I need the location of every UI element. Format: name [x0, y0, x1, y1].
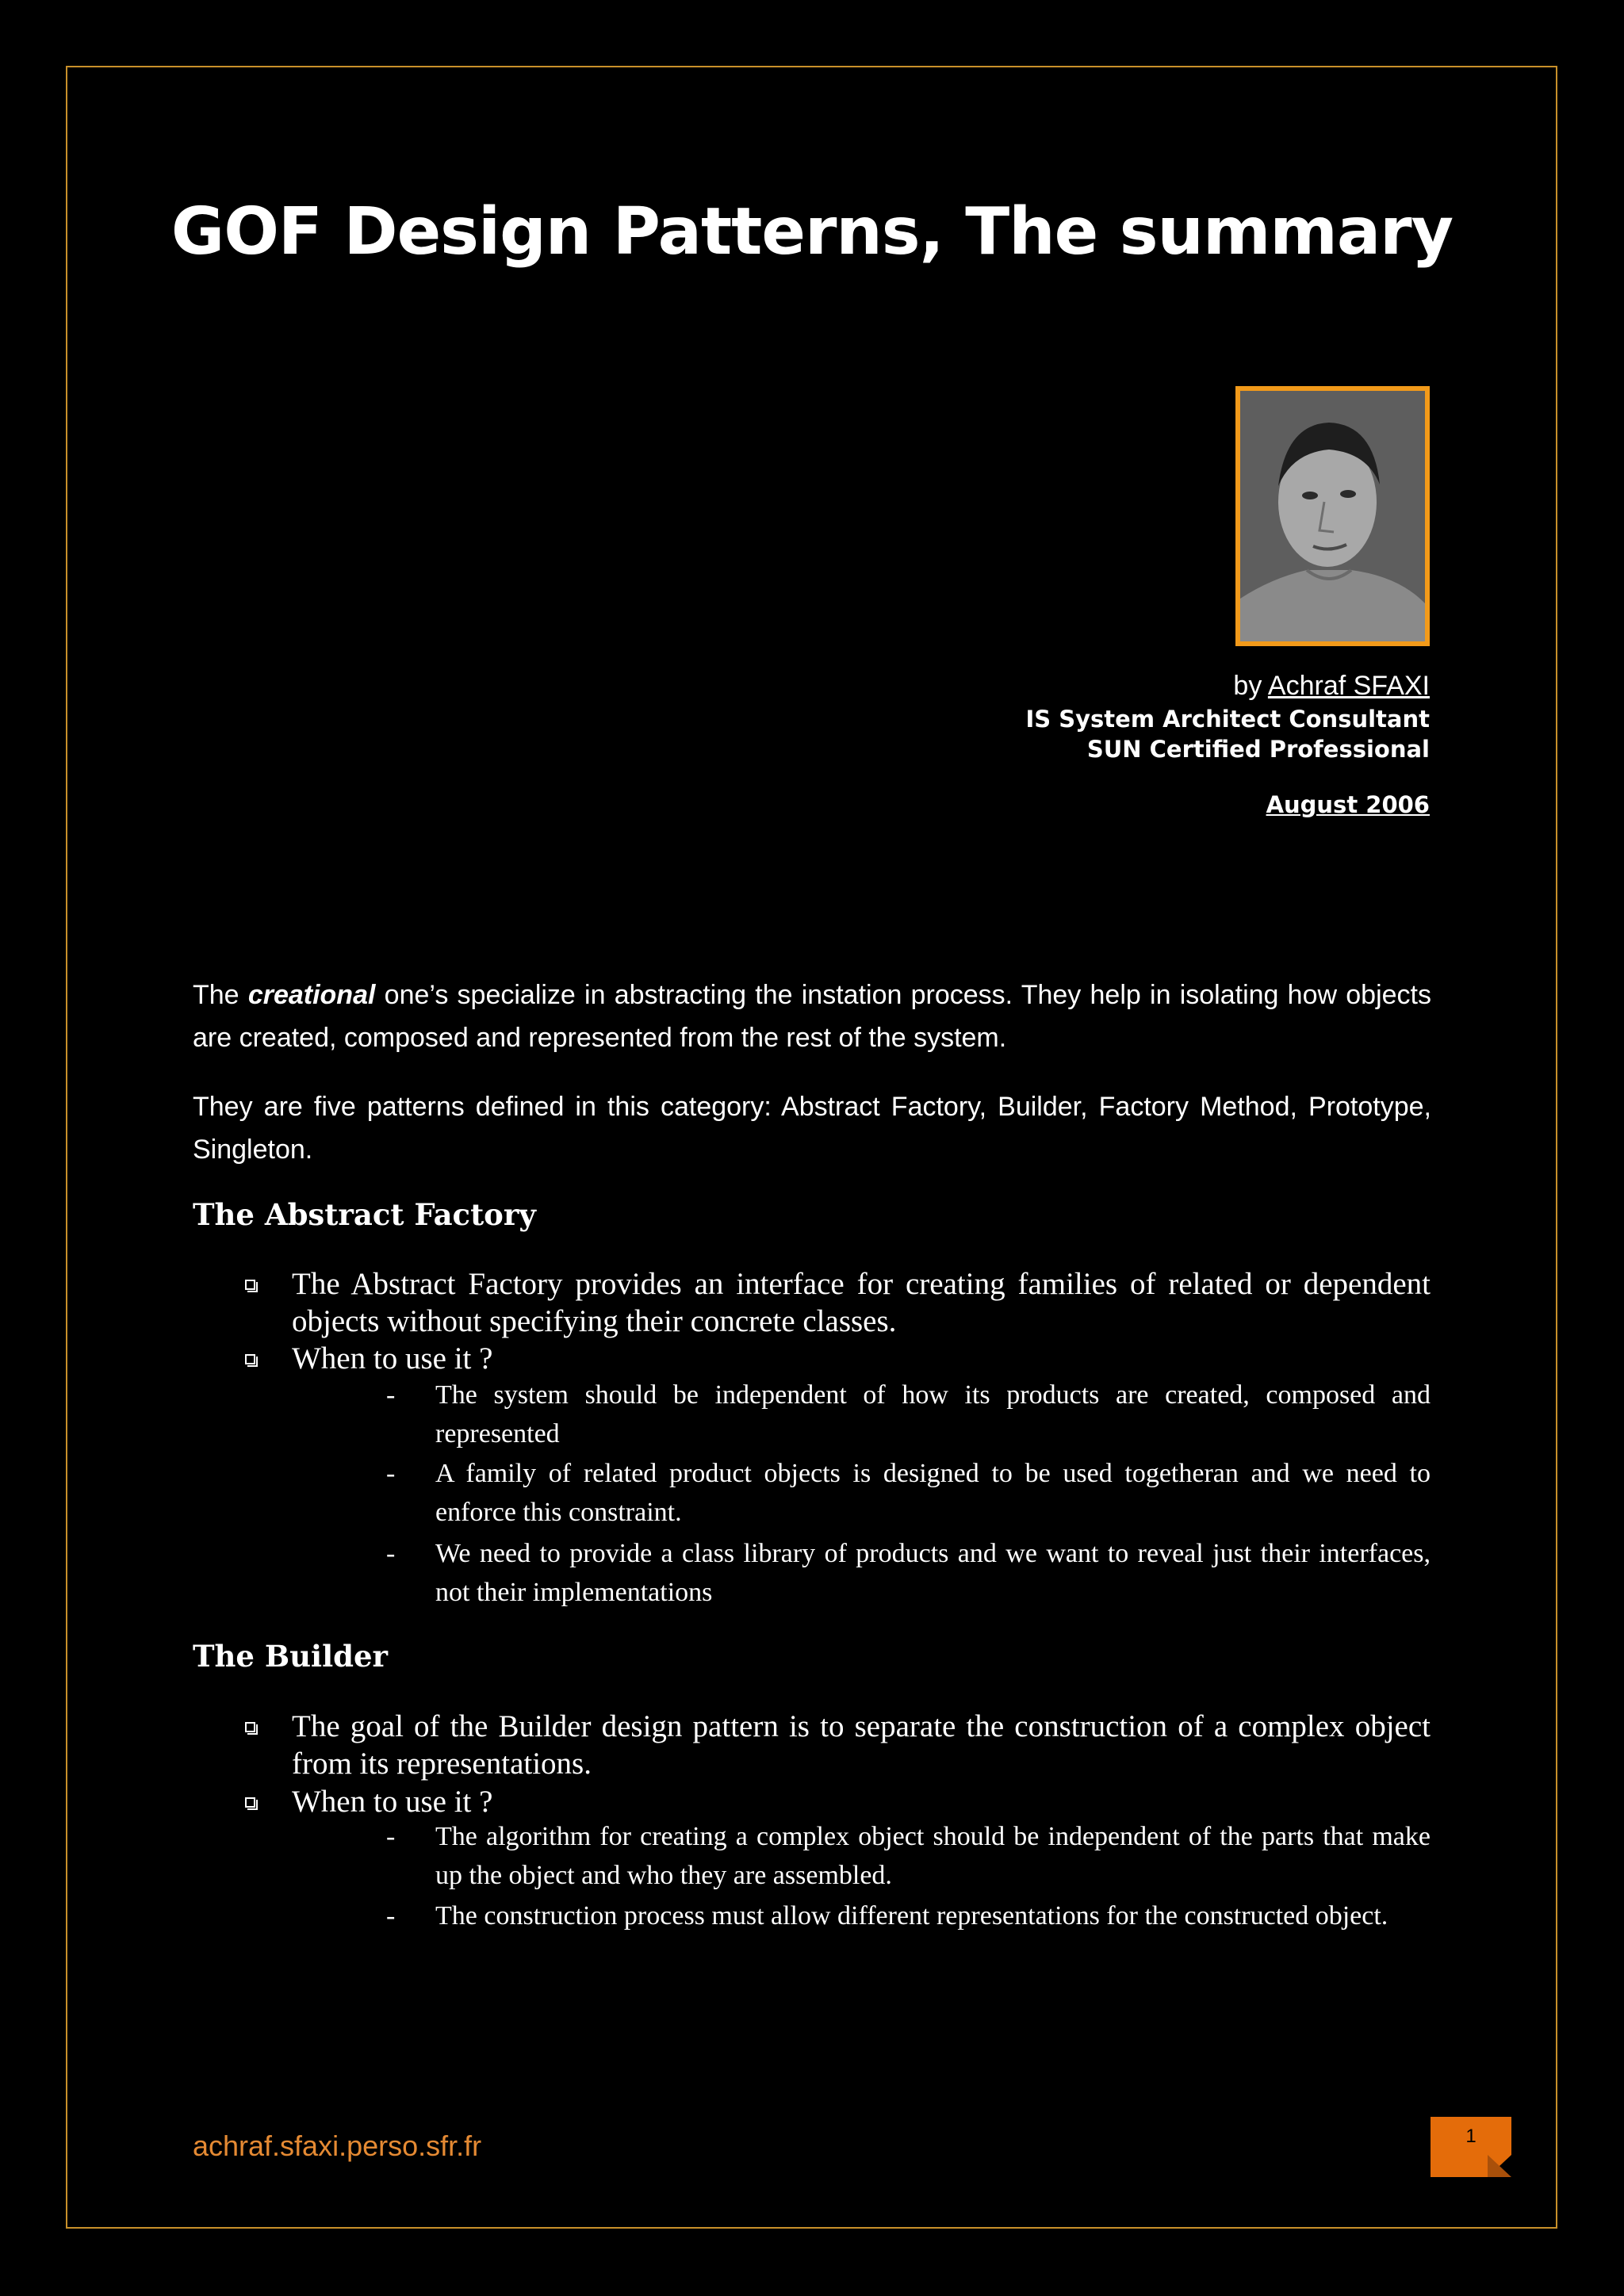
footer-website[interactable]: achraf.sfaxi.perso.sfr.fr [193, 2130, 482, 2162]
sub-list-item [386, 1376, 1431, 1453]
sub-item-text: The system should be independent of how its products are created, composed and represented [435, 1380, 1431, 1448]
page-curl-icon [1488, 2155, 1511, 2177]
checkbox-bullet-icon [245, 1354, 255, 1364]
bullet-text: The goal of the Builder design pattern is to separate the construction of a complex object from its representations. [292, 1709, 1431, 1781]
checkbox-bullet-icon [245, 1722, 255, 1732]
dash-bullet-icon: - [386, 1459, 396, 1488]
dash-bullet-icon: - [386, 1822, 396, 1851]
dash-bullet-icon: - [386, 1901, 396, 1931]
section-heading-abstract-factory: The Abstract Factory [193, 1197, 536, 1232]
author-portrait [1240, 391, 1425, 641]
publication-date: August 2006 [1266, 791, 1430, 818]
author-role-1: IS System Architect Consultant [1025, 706, 1430, 733]
checkbox-bullet-icon [245, 1280, 255, 1290]
intro-paragraph-2: They are five patterns defined in this category: Abstract Factory, Builder, Factory Method, Prototype, Singleton. [193, 1092, 1431, 1165]
section-heading-builder: The Builder [193, 1639, 389, 1674]
list-item [292, 1265, 1431, 1340]
sub-list-item [386, 1817, 1431, 1895]
list-item [292, 1340, 1431, 1377]
page-number-badge [1431, 2117, 1511, 2177]
document-title: GOF Design Patterns, The summary [170, 194, 1454, 270]
sub-list-item [386, 1534, 1431, 1612]
sub-item-text: The algorithm for creating a complex object should be independent of the parts that make up the object and who they are assembled. [435, 1822, 1431, 1890]
list-item [292, 1708, 1431, 1782]
author-photo [1235, 386, 1430, 646]
author-name-link[interactable]: Achraf SFAXI [1267, 671, 1430, 701]
checkbox-bullet-icon [245, 1797, 255, 1808]
intro-text-rest: one’s specialize in abstracting the instation process. They help in isolating how objects are created, composed and represented from the rest of the system. [193, 980, 1431, 1053]
dash-bullet-icon: - [386, 1539, 396, 1568]
by-prefix: by [1233, 671, 1262, 701]
intro-text-start: The [193, 980, 239, 1010]
sub-item-text: We need to provide a class library of products and we want to reveal just their interfaces, not their implementations [435, 1539, 1431, 1607]
sub-item-text: The construction process must allow different representations for the constructed object. [435, 1901, 1388, 1931]
author-role-2: SUN Certified Professional [1086, 736, 1430, 763]
intro-emphasis: creational [247, 980, 376, 1010]
list-item [292, 1783, 1431, 1820]
intro-paragraph-1 [193, 974, 1431, 1059]
bullet-text: The Abstract Factory provides an interface for creating families of related or dependent objects without specifying their concrete classes. [292, 1267, 1431, 1338]
dash-bullet-icon: - [386, 1380, 396, 1410]
sub-list-item [386, 1896, 1431, 1935]
bullet-text: When to use it ? [292, 1341, 493, 1376]
author-byline [1233, 671, 1430, 702]
sub-list-item [386, 1454, 1431, 1532]
sub-item-text: A family of related product objects is designed to be used togetheran and we need to enforce this constraint. [435, 1459, 1431, 1527]
bullet-text: When to use it ? [292, 1785, 493, 1819]
page-number: 1 [1465, 2126, 1477, 2147]
